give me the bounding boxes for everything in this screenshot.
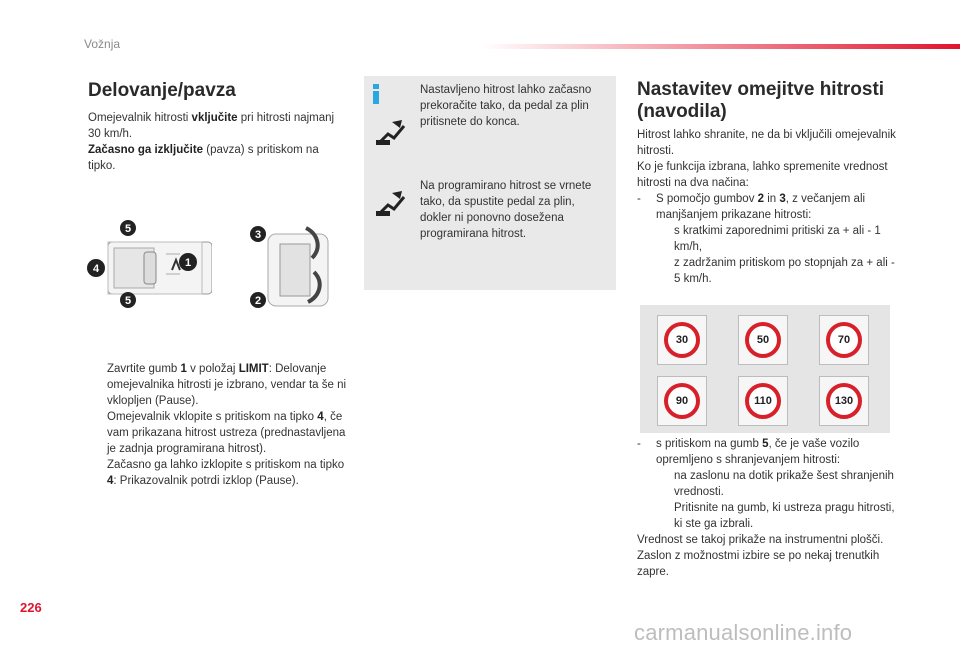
list-item xyxy=(88,361,348,409)
dash-item-text: S pomočjo gumbov 2 in 3, z večanjem ali manjšanjem prikazane hitrosti: xyxy=(656,193,866,221)
speed-preset-card xyxy=(657,376,707,426)
section-label: Vožnja xyxy=(84,37,121,51)
speed-preset-card xyxy=(657,315,707,365)
info-icon xyxy=(369,84,383,104)
list-item-text: Začasno ga lahko izklopite s pritiskom na tipko 4: Prikazovalnik potrdi izklop (Pause). xyxy=(107,459,345,487)
callout-5-top-label: 5 xyxy=(124,223,132,235)
callout-4-label: 4 xyxy=(92,263,100,275)
dash-item xyxy=(637,436,899,468)
title-delovanje-pavza: Delovanje/pavza xyxy=(88,80,236,101)
speed-preset-card xyxy=(819,315,869,365)
dash-marker: - xyxy=(637,438,641,450)
dash-item xyxy=(637,191,899,223)
dash-item-text: s pritiskom na gumb 5, če je vaše vozilo opremljeno s shranjevanjem hitrosti: xyxy=(656,438,860,466)
instruction-list xyxy=(88,361,348,489)
speed-sign: 70 xyxy=(826,322,862,358)
speed-preset-card xyxy=(819,376,869,426)
speed-sign: 90 xyxy=(664,383,700,419)
page-number: 226 xyxy=(20,600,42,615)
intro-paragraph: Omejevalnik hitrosti vključite pri hitrosti najmanj 30 km/h. Začasno ga izključite (pavza) s pritiskom na tipko. xyxy=(88,112,335,172)
callout-5-bottom-label: 5 xyxy=(124,295,132,307)
paragraph: Ko je funkcija izbrana, lahko spremenite vrednost hitrosti na dva načina: xyxy=(637,161,888,189)
dash-marker: - xyxy=(637,193,641,205)
paragraph: Vrednost se takoj prikaže na instrumentni plošči. xyxy=(637,534,884,546)
list-item-text: Zavrtite gumb 1 v položaj LIMIT: Delovanje omejevalnika hitrosti je izbrano, vendar ta še ni vklopljen (Pause). xyxy=(107,363,347,407)
callout-3-label: 3 xyxy=(254,229,262,241)
callout-1-label: 1 xyxy=(184,257,192,269)
cruise-stalk-illustration xyxy=(84,218,212,310)
header-accent-bar xyxy=(480,44,960,49)
watermark: carmanualsonline.info xyxy=(634,620,853,645)
sub-item xyxy=(637,468,899,500)
info-text-return: Na programirano hitrost se vrnete tako, da spustite pedal za plin, dokler ni ponovno dosežena programirana hitrost. xyxy=(420,180,592,240)
callout-2-label: 2 xyxy=(254,295,262,307)
paragraph: Hitrost lahko shranite, ne da bi vključili omejevalnik hitrosti. xyxy=(637,129,896,157)
sub-item-text: z zadržanim pritiskom po stopnjah za + ali - 5 km/h. xyxy=(674,257,895,285)
speed-sign: 50 xyxy=(745,322,781,358)
sub-item-text: Pritisnite na gumb, ki ustreza pragu hitrosti, ki ste ga izbrali. xyxy=(674,502,895,530)
sub-item-text: na zaslonu na dotik prikaže šest shranjenih vrednosti. xyxy=(674,470,894,498)
title-nastavitev: Nastavitev omejitve hitrosti (navodila) xyxy=(637,79,885,122)
speed-preset-card xyxy=(738,376,788,426)
speed-preset-card xyxy=(738,315,788,365)
sub-item-text: s kratkimi zaporednimi pritiski za + ali - 1 km/h, xyxy=(674,225,881,253)
speed-sign: 130 xyxy=(826,383,862,419)
speed-presets-panel xyxy=(640,305,890,433)
paragraph: Zaslon z možnostmi izbire se po nekaj trenutkih zapre. xyxy=(637,550,880,578)
speed-sign: 30 xyxy=(664,322,700,358)
info-text-overspeed: Nastavljeno hitrost lahko začasno prekoračite tako, da pedal za plin pritisnete do konca. xyxy=(420,84,592,128)
list-item xyxy=(88,409,348,457)
speed-sign: 110 xyxy=(745,383,781,419)
sub-item xyxy=(637,255,899,287)
thumbwheel-illustration xyxy=(246,222,346,312)
sub-item xyxy=(637,500,899,532)
foot-pedal-release-icon xyxy=(374,189,408,219)
list-item xyxy=(88,457,348,489)
list-item-text: Omejevalnik vklopite s pritiskom na tipko 4, če vam prikazana hitrost ustreza (prednastavljena je zadnja programirana hitrost). xyxy=(107,411,346,455)
foot-pedal-press-icon xyxy=(374,118,408,148)
sub-item xyxy=(637,223,899,255)
right-instructions-continued xyxy=(637,436,899,580)
right-instructions xyxy=(637,127,899,287)
